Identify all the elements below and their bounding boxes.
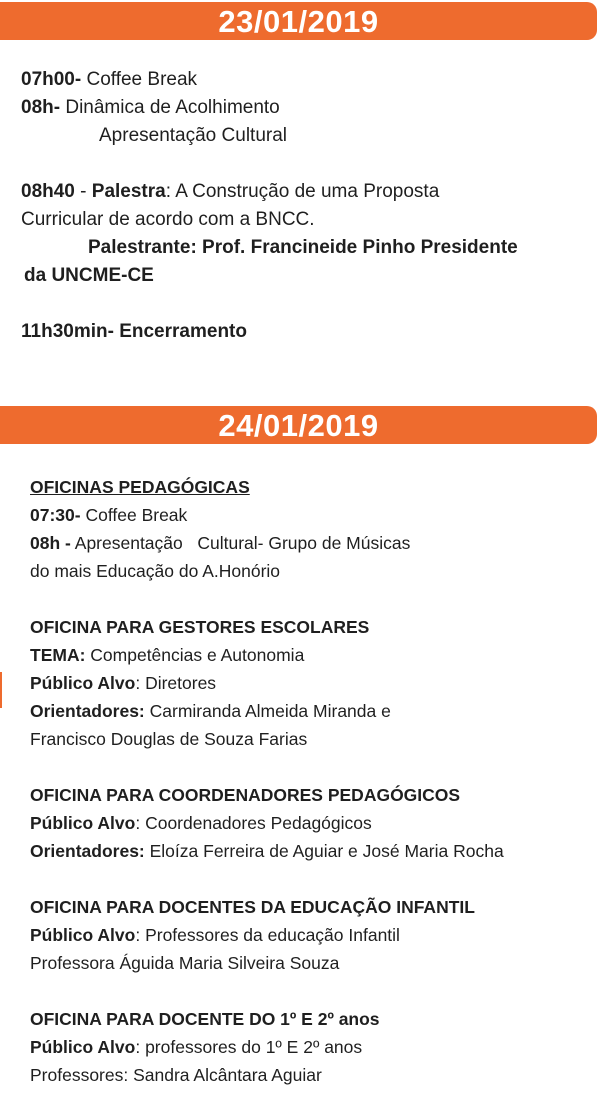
workshop-audience: [30, 921, 590, 949]
speaker-cont: da UNCME-CE: [24, 265, 154, 286]
spacer: [21, 290, 588, 318]
speaker-row-cont: [21, 262, 588, 290]
cultural-row-cont: [30, 557, 590, 585]
time: 08h-: [21, 97, 61, 118]
speaker: Palestrante: Prof. Francineide Pinho Presidente: [88, 237, 518, 258]
value: Francisco Douglas de Souza Farias: [30, 729, 308, 749]
heading: OFICINAS PEDAGÓGICAS: [30, 477, 250, 497]
value: Professora Águida Maria Silveira Souza: [30, 953, 340, 973]
time: 07:30-: [30, 505, 81, 525]
label: TEMA:: [30, 645, 86, 665]
value: Eloíza Ferreira de Aguiar e José Maria Rocha: [149, 841, 504, 861]
date-day1: 23/01/2019: [218, 4, 379, 39]
workshop-audience: [30, 809, 590, 837]
workshop-title: [30, 613, 590, 641]
workshops-heading: [30, 473, 590, 501]
cultural-row: [21, 122, 588, 150]
schedule-day2: [30, 473, 590, 1089]
schedule-day1: [21, 66, 588, 346]
title: OFICINA PARA DOCENTE DO 1º E 2º anos: [30, 1009, 380, 1029]
workshop-advisors-cont: [30, 725, 590, 753]
spacer: [30, 753, 590, 781]
coffee-break-row: [30, 501, 590, 529]
workshop-audience: [30, 669, 590, 697]
activity: Apresentação Cultural- Grupo de Músicas: [74, 533, 411, 553]
workshop-theme: [30, 641, 590, 669]
closing-row: [21, 318, 588, 346]
value: : Diretores: [135, 673, 217, 693]
workshop-advisors: [30, 697, 590, 725]
edge-marker: [0, 672, 2, 708]
label: Orientadores:: [30, 841, 145, 861]
closing: 11h30min- Encerramento: [21, 321, 247, 342]
value: Carmiranda Almeida Miranda e: [149, 701, 391, 721]
label: Público Alvo: [30, 813, 136, 833]
label: Público Alvo: [30, 673, 136, 693]
activity: Coffee Break: [86, 69, 198, 90]
separator: -: [74, 181, 92, 202]
workshop-title: [30, 893, 590, 921]
activity: Dinâmica de Acolhimento: [65, 97, 280, 118]
value: Professores: Sandra Alcântara Aguiar: [30, 1065, 322, 1085]
label: Público Alvo: [30, 925, 136, 945]
spacer: [30, 865, 590, 893]
talk-row: [21, 178, 588, 206]
workshop-instructor: [30, 1061, 590, 1089]
date-banner-day2: [0, 406, 597, 444]
activity: Apresentação Cultural: [99, 125, 287, 146]
value: Competências e Autonomia: [90, 645, 305, 665]
workshop-audience: [30, 1033, 590, 1061]
date-day2: 24/01/2019: [218, 408, 379, 443]
title: OFICINA PARA COORDENADORES PEDAGÓGICOS: [30, 785, 461, 805]
workshop-instructor: [30, 949, 590, 977]
talk-kind: Palestra: [91, 181, 166, 202]
value: : Coordenadores Pedagógicos: [135, 813, 372, 833]
label: Orientadores:: [30, 701, 145, 721]
time: 07h00-: [21, 69, 82, 90]
value: : professores do 1º E 2º anos: [135, 1037, 363, 1057]
time: 08h40: [21, 181, 75, 202]
time: 08h -: [30, 533, 71, 553]
workshop-title: [30, 1005, 590, 1033]
title: OFICINA PARA GESTORES ESCOLARES: [30, 617, 370, 637]
spacer: [30, 977, 590, 1005]
welcome-row: [21, 94, 588, 122]
spacer: [30, 585, 590, 613]
date-banner-day1: [0, 2, 597, 40]
speaker-row: [21, 234, 588, 262]
spacer: [21, 150, 588, 178]
activity: Coffee Break: [85, 505, 188, 525]
talk-title-cont: Curricular de acordo com a BNCC.: [21, 209, 315, 230]
coffee-break-row: [21, 66, 588, 94]
talk-row-cont: [21, 206, 588, 234]
title: OFICINA PARA DOCENTES DA EDUCAÇÃO INFANTIL: [30, 897, 475, 917]
workshop-title: [30, 781, 590, 809]
label: Público Alvo: [30, 1037, 136, 1057]
value: : Professores da educação Infantil: [135, 925, 400, 945]
cultural-row: [30, 529, 590, 557]
talk-title: : A Construção de uma Proposta: [165, 181, 440, 202]
activity-cont: do mais Educação do A.Honório: [30, 561, 281, 581]
workshop-advisors: [30, 837, 590, 865]
